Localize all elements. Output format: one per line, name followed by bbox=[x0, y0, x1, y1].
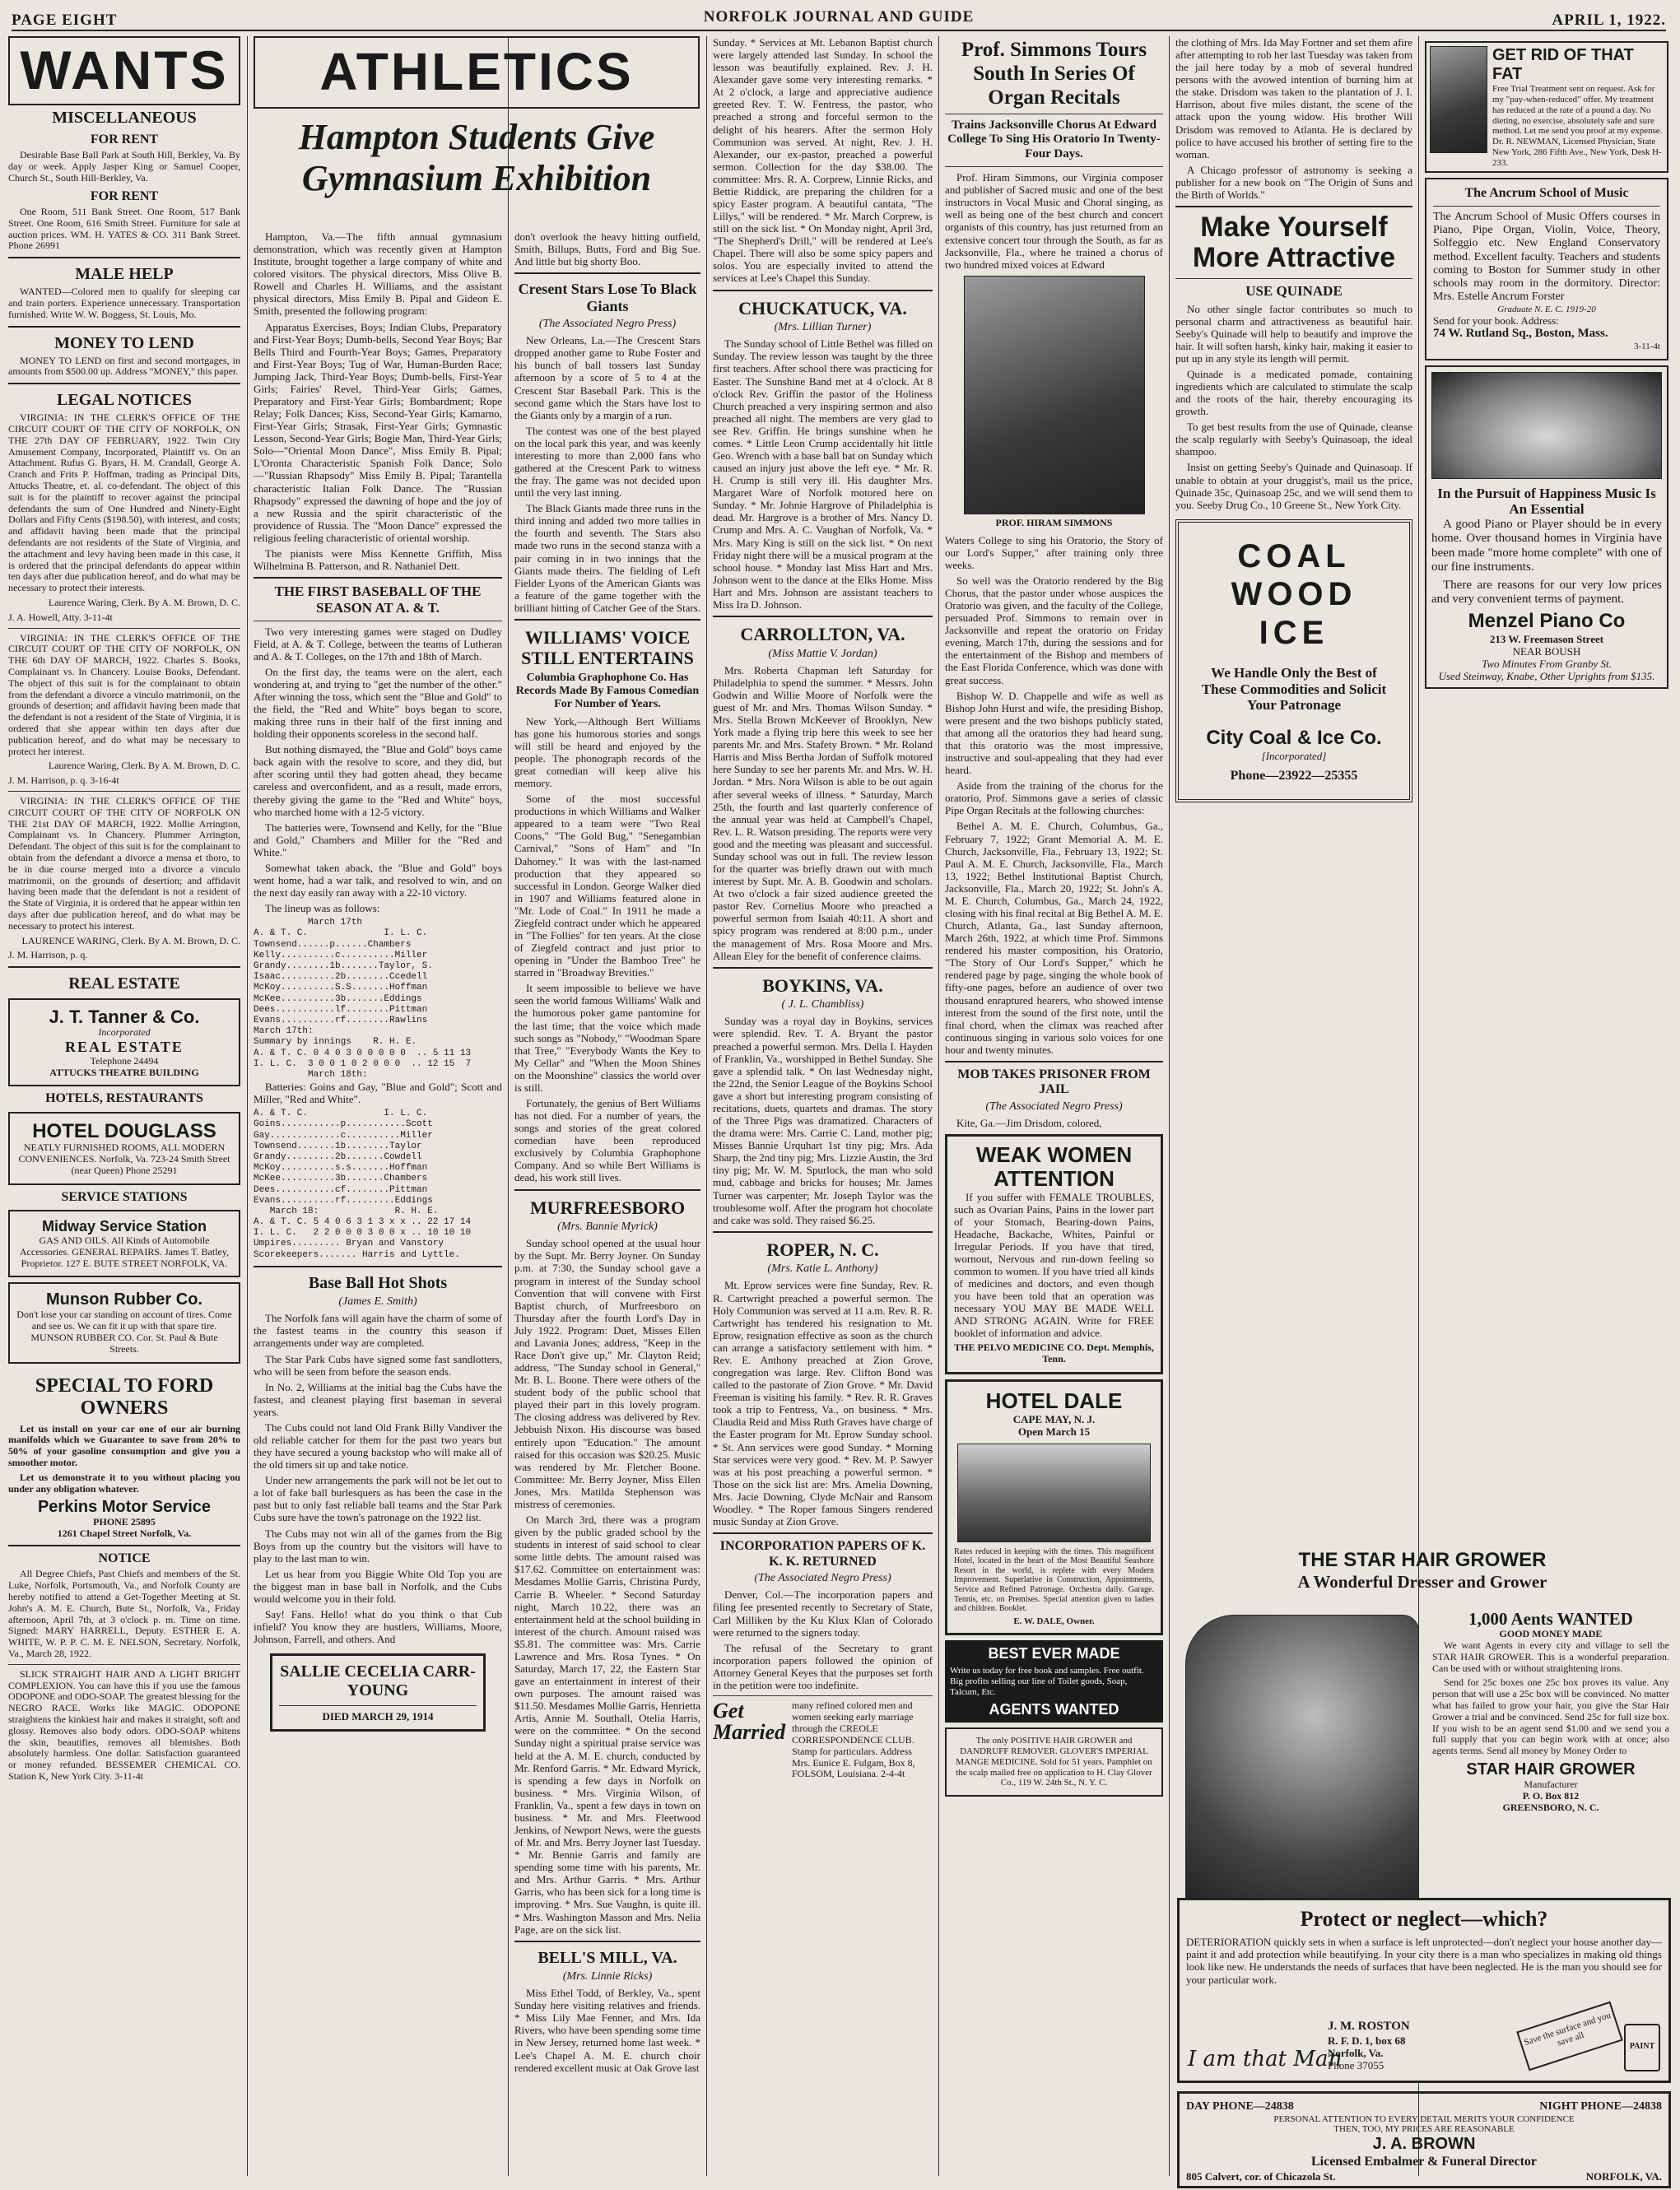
best-ever-text: Write us today for free book and samples. Free outfit. Big profits selling our line of Toilet goods, Soap, Talcum, Etc. bbox=[950, 1666, 1144, 1697]
crescent-p3: The Black Giants made three runs in the third inning and added two more tallies in the fourth and seventh. The Stars also made two runs in the second stanza with a pair coming in in two innings that the Giants made theirs. The fielding of Left Fielder Lyons of the American Giants was a feature of the game together with the brilliant hitting of Catcher Gee of the Stars. bbox=[514, 502, 700, 614]
divider bbox=[1433, 206, 1660, 207]
legal-notice-3: VIRGINIA: IN THE CLERK'S OFFICE OF THE CIRCUIT COURT OF THE CITY OF NORFOLK ON THE 21st DAY OF MARCH, 1922. Mollie Arrington, Complainant vs. In Chancery. Plummer Arrington, Defendant. The object of this suit is for the complainant to obtain from the defendant a divorce a mensa et thoro, to be in due course merged into a divorce a vinculo matrimonii, on the grounds of desertion; and affidavit having been made that the defendant is not a resident of the State of Virginia, it is ordered that he appear within ten days after due publication hereof, and do what may be necessary to protect his interest. bbox=[8, 794, 240, 932]
hot-shots-p2: The Star Park Cubs have signed some fast sandlotters, who will be seen from before the season ends. bbox=[254, 1352, 502, 1378]
hampton-p2: Apparatus Exercises, Boys; Indian Clubs, Preparatory and First-Year Boys; Dumb-bells, Second Year Boys; Bar Bells Third and Fourth-Year Boys; Games, Preparatory and First-Year Boys; Tug of War, Human-Burden Race; Jumping Jack, Third-Year Boys; Dumb-bells, First-Year Girls; Fairies' Revel, Third-Year Girls; Games, Preparatory and First-Year Girls; Bombardment; Rope Relay; Folk Dances; Kiss, Second-Year Girls; Kamarno, First-Year Girls; Strasak, First-Year Girls; Gymnastic Lesson, Second-Year Girls; Bogie Man, Third-Year Girls; Solo—"Oriental Moon Dance", Miss Emily B. Pipal; L'Oronta Characteristic Spanish Folk Dance; Solo—"Russian Rhapsody" Miss Emily B. Pipal; Tarantella characteristic Italian Folk Dance. The "Russian Rhapsody" expressed the dawning of hope and the joy of a new Russia and the spirit characteristic of the providence of Russia. The "Moon Dance" expressed the religious feeling characteristic of oriental worship. bbox=[254, 320, 502, 544]
kkk-p1: Denver, Col.—The incorporation papers and filing fee presented recently to Secretary of State, Carl Milliken by the Ku Klux Klan of Colorado were returned to the signers today. bbox=[713, 1588, 933, 1639]
athletics-column-left bbox=[254, 230, 502, 2189]
midway-text: GAS AND OILS. All Kinds of Automobile Accessories. GENERAL REPAIRS. James T. Batley, Proprietor. 127 E. BUTE STREET NORFOLK, VA. bbox=[19, 1234, 230, 1269]
glover-ad: The only POSITIVE HAIR GROWER and DANDRUFF REMOVER. GLOVER'S IMPERIAL MANGE MEDICINE. Sold for 51 years. Pamphlet on the scalp mailed free on application to H. Clay Glover Co., 119 W. 24th St., N. Y. C. bbox=[945, 1727, 1163, 1797]
midway-name: Midway Service Station bbox=[41, 1218, 207, 1235]
masthead bbox=[12, 3, 1666, 31]
legal-notice-3-signature: LAURENCE WARING, Clerk. By A. M. Brown, D. C. bbox=[21, 934, 240, 946]
lineup-march-18: A. & T. C. I. L. C. Goins...........p...........Scott Gay.............c..........Miller Townsend.......1b........Taylor Grandy.........2b.......Cowdell McKoy..........s.s.......Hoffman McKee..........3b.......Chambers Dees...........cf........Pittman Evans..........rf.........Eddings March 18: R. H. E. A. & T. C. 5 4 0 6 3 1 3 x x .. 22 17 14 I. L. C. 2 2 0 0 0 3 0 0 x .. 10 10 10 Umpires......... Bryan and Vanstory Scorekeepers....... Harris and Lyttle. bbox=[254, 1109, 472, 1260]
brown-name: J. A. BROWN bbox=[1372, 2135, 1476, 2154]
protect-phone: Phone 37055 bbox=[1328, 2059, 1384, 2072]
athletics-banner: ATHLETICS bbox=[319, 42, 634, 101]
quinade-heading: Make Yourself More Attractive bbox=[1192, 212, 1396, 274]
column-six bbox=[1175, 36, 1412, 1534]
brown-title: Licensed Embalmer & Funeral Director bbox=[1310, 2155, 1538, 2169]
money-heading: MONEY TO LEND bbox=[54, 333, 194, 352]
coal-company: City Coal & Ice Co. bbox=[1206, 727, 1382, 750]
coal-word: COAL bbox=[1237, 537, 1351, 574]
happiness-heading: In the Pursuit of Happiness Music Is An Essential bbox=[1437, 485, 1656, 518]
quinade-p4: Insist on getting Seeby's Quinade and Quinasoap. If unable to obtain at your druggist's, mail us the price, Quinade 35c, Quinasoap 25c, and we will send them to you. Seeby Drug Co., 10 Greene St., New York City. bbox=[1175, 461, 1412, 511]
divider bbox=[8, 383, 240, 384]
carrollton-byline: (Miss Mattie V. Jordan) bbox=[768, 647, 877, 660]
tanner-name: J. T. Tanner & Co. bbox=[49, 1007, 200, 1028]
williams-heading: WILLIAMS' VOICE STILL ENTERTAINS bbox=[521, 626, 694, 669]
star-hair-manufacturer: Manufacturer bbox=[1524, 1778, 1578, 1790]
simmons-subhead: Trains Jacksonville Chorus At Edward College To Sing His Oratorio In Twenty-Four Days. bbox=[947, 119, 1161, 160]
ford-text: Let us install on your car one of our air burning manifolds which we Guarantee to save from 20% to 50% of your gasoline consumption and give you a smoother motor. bbox=[8, 1422, 240, 1469]
williams-p2: Some of the most successful productions in which Williams and Walker appeared to a team were "Two Real Coons," "The Gold Bug," "Senegambian Carnival," "Sons of Ham" and "In Dahomey." It was with the last-named production that they appeared so successful in London. George Walker died in 1907 and Williams featured alone in "Mr. Lode of Coal." In 1911 he made a Ziegfeld contract under which he appeared in "The Follies" for ten years. At the close of Ziegfeld contract and just prior to opening in "Under the Bamboo Tree" he starred in "Broadway Brevities." bbox=[514, 793, 700, 979]
menzel-name: Menzel Piano Co bbox=[1468, 610, 1626, 633]
roper-byline: (Mrs. Katie L. Anthony) bbox=[767, 1262, 878, 1276]
divider bbox=[514, 619, 700, 621]
quinade-p1: No other single factor contributes so much to personal charm and attractiveness as beautiful hair. Seeby's Quinade will help to beautify and improve the hair. It will soften harsh, kinky hair, making it easier to put up in any style its length will permit. bbox=[1175, 302, 1412, 365]
boykins-heading: BOYKINS, VA. bbox=[762, 974, 883, 996]
simmons-p6: Bethel A. M. E. Church, Columbus, Ga., February 7, 1922; Grant Memorial A. M. E. Church, Jacksonville, Fla., February 13, 1922; St. Paul A. M. E. Church, Jacksonville, Fla., March 13, 1922; Bethel Institutional Baptist Church, Jacksonville, Fla., March 20, 1922; St. John's A. M. E. Church, Columbus, Ga., March 24, 1922, closing with his final recital at Big Bethel A. M. E. Church, Atlanta, Ga., last Sunday afternoon, March 26th, 1922, at which time Prof. Simmons rendered his master composition, his Oratorio, "The Story of Our Lord's Supper," which he rendered page by page, singing the whole book of fifty-one pages, before an audience of over two thousand enraptured hearers, who showed intense interest from the sound of the first note, until the final chord, when the climax was reached after continuous singing in various solo voices for one hour and twenty minutes. bbox=[945, 820, 1163, 1056]
quinade-use: USE QUINADE bbox=[1245, 282, 1343, 299]
hot-shots-p8: Say! Fans. Hello! what do you think o that Cub infield? You know they are hustlers, Williams, Moore, Johnson, Farrell, and others. And bbox=[254, 1608, 502, 1646]
wants-column bbox=[8, 36, 240, 2184]
hotel-dale-location: CAPE MAY, N. J. bbox=[1012, 1413, 1096, 1426]
simmons-p5: Aside from the training of the chorus for the oratorio, Prof. Simmons gave a series of classic Pipe Organ Recitals at the following churches: bbox=[945, 779, 1163, 817]
memorial-date: DIED MARCH 29, 1914 bbox=[322, 1709, 434, 1723]
rent-ad-2: One Room, 511 Bank Street. One Room, 517 Bank Street. One Room, 616 Smith Street. Furniture for sale at auction prices. WM. H. YATES & CO. 311 Bank Street. Phone 26991 bbox=[8, 206, 240, 252]
ancrum-ad bbox=[1425, 178, 1668, 360]
divider bbox=[514, 1189, 700, 1191]
divider bbox=[254, 1266, 502, 1267]
perkins-address: 1261 Chapel Street Norfolk, Va. bbox=[57, 1527, 192, 1540]
protect-city: Norfolk, Va. bbox=[1328, 2047, 1384, 2060]
ford-text-2: Let us demonstrate it to you without placing you under any obligation whatever. bbox=[8, 1471, 240, 1495]
ancrum-text: The Ancrum School of Music Offers courses in Piano, Pipe Organ, Violin, Voice, Theory, Solfeggio etc. New England Conservatory method. Excellent faculty. Teachers and students coming to Boston for Summer study in other schools may room in the dormitory. Director: Mrs. Estelle Ancrum Forster bbox=[1433, 210, 1660, 304]
column-rule bbox=[1169, 36, 1170, 2176]
star-hair-subhead: A Wonderful Dresser and Grower bbox=[1297, 1572, 1547, 1593]
best-ever-heading: BEST EVER MADE bbox=[988, 1645, 1120, 1662]
fat-figure bbox=[1430, 46, 1487, 153]
legal-notice-1: VIRGINIA: IN THE CLERK'S OFFICE OF THE CIRCUIT COURT OF THE CITY OF NORFOLK, ON THE 27th DAY OF FEBRUARY, 1922. Twin City Amusement Company, Incorporated, Plaintiff vs. On an Attachment. Rufus G. Byars, H. M. Crandall, George A. Cranch and Frits P. Hoffman, trading as Principal Dits, Attucks Theatre, et. al. co-defendant. The object of this suit is for the plaintiff to recover against the principal defendants the sum of One Hundred and Ninety-Eight Dollars and Fifty Cents ($198.50), with interest, and costs; and affidavit having been made that the principal defendants are not residents of the State of Virginia, and the attachment and levy having been made in this case, it is ordered that the principal defendants do appear within ten days after due publication hereof, and do what may be necessary to protect their interests. bbox=[8, 411, 240, 594]
legal-notice-3-tail: J. M. Harrison, p. q. bbox=[8, 949, 88, 961]
agents-text-2: Send for 25c boxes one 25c box proves its value. Any person that will use a 25c box will be convinced. No matter what has failed to grow your hair, you give the Star Hair Grower a trial and be convinced. Send 25c for full size box. If you wish to be an agent send $1.00 and we send you a full supply that you can begin work with at once; also agents terms. Send all money by Money Order to bbox=[1432, 1676, 1669, 1757]
bells-mill-byline: (Mrs. Linnie Ricks) bbox=[562, 1969, 653, 1983]
divider bbox=[713, 616, 933, 617]
simmons-portrait bbox=[964, 276, 1145, 514]
boykins-byline: ( J. L. Chambliss) bbox=[781, 998, 864, 1011]
quinade-p3: To get best results from the use of Quinade, cleanse the scalp regularly with Seeby's Quinasoap, the ideal shampoo. bbox=[1175, 421, 1412, 458]
divider bbox=[713, 1231, 933, 1233]
simmons-p2: Waters College to sing his Oratorio, the Story of our Lord's Supper," after training only three weeks. bbox=[945, 533, 1163, 571]
divider bbox=[945, 1061, 1163, 1062]
hotel-dale-ad bbox=[945, 1379, 1163, 1635]
divider bbox=[713, 1695, 933, 1696]
ancrum-address: 74 W. Rutland Sq., Boston, Mass. bbox=[1433, 327, 1608, 341]
happiness-p2: There are reasons for our very low prices and very convenient terms of payment. bbox=[1431, 578, 1662, 606]
brown-line-1: PERSONAL ATTENTION TO EVERY DETAIL MERITS YOUR CONFIDENCE bbox=[1273, 2113, 1575, 2124]
baseball-p6: The lineup was as follows: bbox=[265, 902, 380, 915]
male-help-ad: WANTED—Colored men to qualify for sleeping car and train porters. Experience unnecessary. Transportation furnished. Write W. W. Boggess, St. Louis, Mo. bbox=[8, 286, 240, 320]
hotel-dale-open: Open March 15 bbox=[1017, 1425, 1091, 1439]
middle-column bbox=[514, 230, 700, 2189]
simmons-p1: Prof. Hiram Simmons, our Virginia composer and publisher of Sacred music and one of the best instructors in Vocal Music and Choral singing, as well as being one of the best church and concert organists of this country, has just returned from an extensive concert tour through the South, as far as Jacksonville, Fla., where he trained a chorus of two hundred mixed voices at Edward bbox=[945, 171, 1163, 271]
divider bbox=[254, 577, 502, 579]
divider bbox=[279, 1705, 477, 1706]
agents-subhead: GOOD MONEY MADE bbox=[1499, 1628, 1603, 1640]
agents-text-1: We want Agents in every city and village to sell the STAR HAIR GROWER. This is a wonderful preparation. Can be used with or without straightening irons. bbox=[1432, 1639, 1669, 1674]
crescent-p2: The contest was one of the best played on the local park this year, and was keenly interesting to more than 2,000 fans who gathered at the Crescent Park to witness the fray. The game was not decided upon until the very last inning. bbox=[514, 424, 700, 500]
hotel-dale-name: HOTEL DALE bbox=[985, 1388, 1123, 1414]
paper-title: NORFOLK JOURNAL AND GUIDE bbox=[703, 8, 975, 26]
fat-text: Free Trial Treatment sent on request. Ask for my "pay-when-reduced" offer. My treatment has reduced at the rate of a pound a day. No dieting, no exercise, absolutely safe and sure method. Let me send you proof at my expense. Dr. R. NEWMAN, Licensed Physician, State New York, 286 Fifth Ave., New York, Desk H-233. bbox=[1492, 84, 1663, 168]
save-surface-banner: Save the surface and you save all bbox=[1516, 2002, 1623, 2071]
williams-subhead: Columbia Graphophone Co. Has Records Made By Famous Comedian For Number of Years. bbox=[515, 671, 700, 711]
midway-ad bbox=[8, 1210, 240, 1277]
weak-women-ad bbox=[945, 1134, 1163, 1374]
baseball-p4: The batteries were, Townsend and Kelly, for the "Blue and Gold," Chambers and Miller for the "Red and White." bbox=[254, 821, 502, 858]
piano-picture bbox=[1431, 372, 1662, 479]
mob-continued: the clothing of Mrs. Ida May Fortner and set them afire after attempting to rob her last Tuesday was taken from the jail here today by a mob of several hundred persons with the avowed intention of burning him at the stake. Drisdom was taken to the plantation of J. I. Harrison, about five miles distant, the scene of the attack upon the young widow. His brother Will Drisdom was removed to Atlanta. He is declared by police to have accused his brother of setting fire to the woman. bbox=[1175, 36, 1412, 160]
menzel-used: Used Steinway, Knabe, Other Uprights from $135. bbox=[1438, 670, 1655, 683]
rent-ad-1: Desirable Base Ball Park at South Hill, Berkley, Va. By day or week. Apply Jasper King or Samuel Cooper, Church St., South Hill-Berkley, Va. bbox=[8, 149, 240, 184]
williams-p4: Fortunately, the genius of Bert Williams has not died. For a number of years, the songs and stories of the great colored comedian have been reproduced exclusively by Columbia Graphophone Company. And so while Bert Williams is dead, his work still lives. bbox=[514, 1097, 700, 1184]
tanner-telephone: Telephone 24494 bbox=[90, 1054, 159, 1067]
legal-notice-2-signature: Laurence Waring, Clerk. By A. M. Brown, D. C. bbox=[48, 760, 240, 772]
baseball-batteries: Batteries: Goins and Gay, "Blue and Gold"; Scott and Miller, "Red and White". bbox=[254, 1081, 502, 1106]
athletics-header bbox=[254, 36, 700, 226]
astronomy-item: A Chicago professor of astronomy is seeking a publisher for a new book on "The Origin of Suns and the Birth of Worlds." bbox=[1175, 163, 1412, 201]
simmons-p4: Bishop W. D. Chappelle and wife as well as Bishop John Hurst and wife, the presiding Bishop, were present and the two bishops publicly stated, that among all the oratorios they had heard sung, that this oratorio was the most impressive, instructive and soul-appealing that they had ever heard. bbox=[945, 689, 1163, 777]
divider bbox=[8, 966, 240, 968]
divider bbox=[514, 1941, 700, 1942]
column-rule bbox=[938, 36, 939, 2176]
hot-shots-p3: In No. 2, Williams at the initial bag the Cubs have the fastest, and cleanest playing first baseman in several years. bbox=[254, 1380, 502, 1418]
quinade-p2: Quinade is a medicated pomade, containing ingredients which are calculated to stimulate the scalp and the roots of the hair, thereby encouraging its growth. bbox=[1175, 367, 1412, 418]
divider bbox=[8, 791, 240, 792]
wants-header bbox=[8, 36, 240, 105]
divider bbox=[8, 628, 240, 629]
issue-date: APRIL 1, 1922. bbox=[1552, 12, 1666, 29]
hot-shots-continued: don't overlook the heavy hitting outfield, Smith, Billups, Butts, Ford and Big Sue. And little but big shorty Boo. bbox=[514, 230, 700, 268]
tanner-ad bbox=[8, 998, 240, 1086]
hot-shots-byline: (James E. Smith) bbox=[338, 1295, 417, 1309]
hotels-heading: HOTELS, RESTAURANTS bbox=[45, 1091, 203, 1106]
ancrum-graduate: Graduate N. E. C. 1919-20 bbox=[1497, 304, 1596, 314]
baseball-p3: But nothing dismayed, the "Blue and Gold" boys came back again with the resolve to score, and they did, but after scoring until they had gotten ahead, they became careless and overconfident, and as a result, made errors, thereby giving the game to the "Red and White" boys, who marched home with a 12-5 victory. bbox=[254, 743, 502, 818]
baseball-p2: On the first day, the teams were on the alert, each wondering at, and trying to "get the number of the other." After winning the toss, which sent the "Blue and Gold" to the field, the "Red and White" boys began to score, making three runs in their half of the first inning and holding their opponents scoreless in the second half. bbox=[254, 665, 502, 741]
hotel-dale-text: Rates reduced in keeping with the times. This magnificent Hotel, located in the heart of the Most Beautiful Seashore Resort in the world, is replete with every Modern Improvement. Superlative in Construction, Appointments, Service and Refined Patronage. Orchestra daily. Garage. Tennis, etc. on Premises. Special attention given to ladies and children. Booklet. bbox=[954, 1546, 1154, 1614]
menzel-address: 213 W. Freemason Street bbox=[1489, 633, 1604, 646]
service-heading: SERVICE STATIONS bbox=[61, 1189, 188, 1204]
murfreesboro-byline: (Mrs. Bannie Myrick) bbox=[557, 1221, 658, 1234]
chuckatuck-heading: CHUCKATUCK, VA. bbox=[738, 297, 907, 319]
odopone-ad: SLICK STRAIGHT HAIR AND A LIGHT BRIGHT COMPLEXION. You can have this if you use the famous ODOPONE and ODO-SOAP. The greatest blessing for the NEGRO RACE. Works like MAGIC. ODOPONE straightens the kinkiest hair and makes it straight, soft and glossy. Removes also body odors. ODO-SOAP whitens the skin, beautifies, removes all blemishes. Both absolutely harmless. One dollar. Satisfaction guaranteed or money refunded. BESSEMER CHEMICAL CO. Station K, New York City. 3-11-4t bbox=[8, 1667, 240, 1782]
divider bbox=[713, 1532, 933, 1534]
for-rent-heading: FOR RENT bbox=[90, 132, 159, 146]
agents-heading: 1,000 Aents WANTED bbox=[1468, 1609, 1633, 1629]
hot-shots-p6: The Cubs may not win all of the games from the Big Boys from up the country but the visitors will have to play to the last man to win. bbox=[254, 1527, 502, 1565]
ancrum-heading: The Ancrum School of Music bbox=[1464, 186, 1629, 201]
legal-notice-2-tail: J. M. Harrison, p. q. 3-16-4t bbox=[8, 774, 119, 787]
murfreesboro-p1: Sunday school opened at the usual hour by the Supt. Mr. Berry Joyner. On Sunday p.m. at 7:30, the Sunday school gave a program in interest of the Sunday school Convention that will convene with First Baptist church, of Murfreesboro on Thursday after the fourth Lord's Day in July 1922. Program: Duet, Misses Ellen and Lavania Jones; address, "Keep in the Race Don't give up," Mr. Clayton Reid; address, "The Sunday school in General," Mr. B. L. Boone. There were others of the student body of the public school that played their part in this lovely program. The closing address was delivered by Rev. Jebbuish Nixon. His discourse was based entirely upon "Education." The amount raised for this occasion was $20.25. Music was rendered by Mr. Fletcher Boone. Committee: Mr. Berry Joyner, Miss Ellen Jones, Mrs. Matilda Stephenson was mistress of ceremonies. bbox=[514, 1237, 700, 1510]
divider bbox=[8, 1664, 240, 1665]
weak-women-heading: WEAK WOMEN ATTENTION bbox=[975, 1142, 1133, 1191]
menzel-near: NEAR BOUSH bbox=[1512, 645, 1581, 658]
divider bbox=[713, 967, 933, 969]
fat-heading: GET RID OF THAT FAT bbox=[1492, 46, 1634, 84]
hampton-p3: The pianists were Miss Kennette Griffith, Miss Wilhelmina B. Patterson, and R. Nathaniel Dett. bbox=[254, 546, 502, 573]
male-help-heading: MALE HELP bbox=[75, 265, 174, 284]
protect-name: J. M. ROSTON bbox=[1328, 2020, 1410, 2033]
hot-shots-p5: Under new arrangements the park will not be let out to a lot of fake ball burlesquers as has been the case in the past but to only fast reliable ball teams and the Star Park Cubs sure have the town's patronage on the 1922 list. bbox=[254, 1474, 502, 1524]
chuckatuck-p1: The Sunday school of Little Bethel was filled on Sunday. The review lesson was taught by the three first teachers. After school there was practicing for Easter. The Sunshine Band met at 4 o'clock. At 8 o'clock Rev. Griffin the pastor of the Holiness Church preached a very inspiring sermon and also preached all night. The members are very glad to see Rev. Griffin. He brings sunshine when he comes. * Little Leon Crump accidentally hit little Geo. Wrench with a base ball bat on Sunday which caused an injury just above the left eye. * Mr. R. H. Crump is still very ill. His daughter Mrs. Margaret Ware of Norfolk motored here on Sunday. * Mr. Johnie Hargrove of Philadelphia is dead. Mr. Hargrove is a brother of Mrs. Nancy D. Crump and Mrs. A. C. Vaughan of Norfolk, Va. * Mrs. Mary King is still on the sick list. * On next Friday night there will be a musical program at the school house. * Monday last Miss Hart and Mrs. Johnson went to the dance at the Elks Home. Miss Hart and Mrs. Johnson are assistant teachers to Miss Ira D. Johnson. bbox=[713, 337, 933, 611]
simmons-caption: PROF. HIRAM SIMMONS bbox=[995, 516, 1113, 528]
hot-shots-p1: The Norfolk fans will again have the charm of some of the fastest teams in the country this season if arrangements under way are completed. bbox=[254, 1312, 502, 1350]
douglass-name: HOTEL DOUGLASS bbox=[32, 1119, 216, 1142]
divider bbox=[8, 1545, 240, 1546]
ford-heading: SPECIAL TO FORD OWNERS bbox=[35, 1374, 214, 1420]
bells-mill-p1: Miss Ethel Todd, of Berkley, Va., spent Sunday here visiting relatives and friends. * Miss Lily Mae Fenner, and Mrs. Ida Rivers, who have been spending some time in New Jersey, returned home last week. * Lee's Chapel A. M. E. church choir rendered excellent music at Oak Grove last bbox=[514, 1987, 700, 2074]
coal-incorporated: [Incorporated] bbox=[1261, 749, 1327, 762]
mob-byline: (The Associated Negro Press) bbox=[985, 1100, 1123, 1113]
williams-p3: It seem impossible to believe we have seen the world famous Williams' Walk and the humorous poker game pantomine for the last time; that the voice which made such songs as "Nobody," "Woodman Spare that Tree," "Everybody Wants the Key to My Cellar" and "When the Moon Shines on the Moonshine" classics the world over is still. bbox=[514, 982, 700, 1094]
hampton-headline: Hampton Students Give Gymnasium Exhibition bbox=[298, 116, 655, 199]
wants-title: WANTS bbox=[20, 40, 229, 100]
lineup-march-17: March 17th A. & T. C. I. L. C. Townsend......p......Chambers Kelly..........c..........Miller Grandy........1b.......Taylor, S. Isaac..........2b........Ccedell McKoy..........S.S.......Hoffman McKee..........3b.......Eddings Dees...........lf........Pittman Evans..........rf........Rawlins March 17th: Summary by innings R. H. E. A. & T. C. 0 4 0 3 0 0 0 0 0 .. 5 11 13 I. L. C. 3 0 0 1 0 2 0 0 0 .. 12 15 7 March 18th: bbox=[254, 918, 472, 1080]
coal-text: We Handle Only the Best of These Commodities and Solicit Your Patronage bbox=[1201, 664, 1387, 714]
star-hair-name: STAR HAIR GROWER bbox=[1466, 1760, 1636, 1779]
protect-text: DETERIORATION quickly sets in when a surface is left unprotected—don't neglect your house another day—paint it and add protection while beautifying. In your city there is a man who specializes in making old things look like new. He understands the needs of surfaces that have been neglected. He is the man you should see for your particular work. bbox=[1186, 1935, 1662, 1986]
baseball-p1: Two very interesting games were staged on Dudley Field, at A. & T. College, between the teams of Lutheran and A. & T. Colleges, on the 17th and 18th of March. bbox=[254, 625, 502, 663]
athletics-banner-box bbox=[254, 36, 700, 109]
paint-can-icon: PAINT bbox=[1624, 2024, 1660, 2071]
legal-notice-1-signature: Laurence Waring, Clerk. By A. M. Brown, D. C. bbox=[48, 596, 240, 608]
brown-line-2: THEN, TOO, MY PRICES ARE REASONABLE bbox=[1333, 2124, 1515, 2135]
munson-name: Munson Rubber Co. bbox=[46, 1290, 202, 1309]
legal-notice-2: VIRGINIA: IN THE CLERK'S OFFICE OF THE CIRCUIT COURT OF THE CITY OF NORFOLK, ON THE 6th DAY OF MARCH, 1922. Charles S. Books, Complainant vs. In Chancery. Louise Books, Defendant. The object of this suit is for the complainant to obtain from the defendant a divorce a vinculo matrimonii, on the grounds of desertion; and affidavit having been made that the defendant is not a resident of the State of Virginia, it is ordered that she appear within ten days after due publication hereof, and do what may be necessary to protect her interest. bbox=[8, 631, 240, 757]
divider bbox=[514, 272, 700, 274]
column-rule bbox=[247, 36, 248, 2176]
divider bbox=[8, 257, 240, 258]
hot-shots-heading: Base Ball Hot Shots bbox=[308, 1273, 448, 1292]
weak-women-footer: THE PELVO MEDICINE CO. Dept. Memphis, Tenn. bbox=[954, 1341, 1154, 1365]
for-rent-heading-2: FOR RENT bbox=[90, 188, 159, 203]
bells-mill-heading: BELL'S MILL, VA. bbox=[538, 1948, 677, 1967]
baseball-heading: THE FIRST BASEBALL OF THE SEASON AT A. & T. bbox=[274, 584, 482, 616]
memorial-box bbox=[270, 1653, 486, 1731]
coal-ad bbox=[1175, 519, 1412, 802]
simmons-heading: Prof. Simmons Tours South In Series Of Organ Recitals bbox=[961, 39, 1147, 109]
menzel-ad bbox=[1425, 365, 1668, 690]
protect-address: R. F. D. 1, box 68 bbox=[1328, 2034, 1406, 2047]
perkins-name: Perkins Motor Service bbox=[37, 1498, 212, 1517]
tanner-incorporated: Incorporated bbox=[98, 1026, 151, 1039]
star-hair-city: GREENSBORO, N. C. bbox=[1502, 1801, 1599, 1813]
hampton-p1: Hampton, Va.—The fifth annual gymnasium demonstration, which was recently given at Hampton Institute, brought together a large company of white and colored visitors. The physical directors, Miss Olive B. Rowell and Charles H. Williams, and the assistant physical directors, Miss Emily B. Pipal and Gideon E. Smith, presented the following program: bbox=[254, 230, 502, 318]
roper-heading: ROPER, N. C. bbox=[766, 1239, 879, 1260]
column-five bbox=[945, 36, 1163, 2184]
divider bbox=[713, 290, 933, 291]
divider bbox=[945, 166, 1163, 167]
tanner-real-estate: REAL ESTATE bbox=[65, 1039, 184, 1056]
mob-heading: MOB TAKES PRISONER FROM JAIL bbox=[957, 1067, 1151, 1097]
column-rule bbox=[706, 36, 707, 2176]
brown-day-phone: DAY PHONE—24838 bbox=[1186, 2100, 1294, 2113]
protect-ad bbox=[1177, 1898, 1671, 2083]
married-text: many refined colored men and women seeking early marriage through the CREOLE CORRESPONDENCE CLUB. Stamp for particulars. Address Mrs. Eunice E. Fulgam, Box 8, FOLSOM, Louisiana. 2-4-4t bbox=[792, 1699, 915, 1780]
ice-word: ICE bbox=[1259, 614, 1329, 651]
ancrum-code: 3-11-4t bbox=[1634, 341, 1660, 351]
murfreesboro-heading: MURFREESBORO bbox=[529, 1197, 686, 1218]
kkk-byline: (The Associated Negro Press) bbox=[754, 1572, 891, 1585]
legal-heading: LEGAL NOTICES bbox=[57, 391, 192, 410]
williams-p1: New York,—Although Bert Williams has gone his humorous stories and songs will still be heard and enjoyed by the people. The phonograph records of the great comedian will keep alive his memory. bbox=[514, 714, 700, 790]
kkk-heading: INCORPORATION PAPERS OF K. K. K. RETURNED bbox=[719, 1539, 926, 1569]
boykins-p1: Sunday was a royal day in Boykins, services were splendid. Rev. T. A. Bryant the pastor preached a powerful sermon. Mrs. Della I. Hayden of Franklin, Va., worshipped in Bethel Sunday. She gave a splendid talk. * On last Wednesday night, the 22nd, the Senior League of the Boykins School gave a short but interesting program consisting of recitations, duets, quartets and dramas. The story of the Three Pigs was dramatized. Characters of the drama were: Mrs. Carrie C. Land, mother pig; Misses Bannie Urquhart 1st tiny pig; Mrs. Ada Sharp, the 2nd tiny pig; Mrs. Lizzie Austin, the 3rd tiny pig; Mr. W. M. Spurlock, the man who sold mud, cabbage and bricks for houses; Mr. James Turner was carpenter; Mr. Joseph Taylor was the troublesome wolf. After the program hot chocolate and cake was sold. They raised $6.25. bbox=[713, 1015, 933, 1226]
perkins-phone: PHONE 25895 bbox=[93, 1516, 156, 1528]
carrollton-heading: CARROLLTON, VA. bbox=[740, 624, 905, 645]
carrollton-p1: Mrs. Roberta Chapman left Saturday for Philadelphia to spend the summer. * Messrs. John Godwin and Willie Moore of Norfolk were the guest of Mr. and Mrs. Thomas Wilson Sunday. * Mrs. Stella Brown McKeever of Brooklyn, New York made a flying trip here this week to see her parents Mr. and Mrs. Stafety Brown. * Mr. Roland Harris and Miss Bertha Jordan of Suffolk motored here Sunday to see her parents Mr. and Mrs. W. H. Jordan. * Mrs. Nora Wilson is able to be out again after several weeks of illness. * Saturday, March 25th, the fourth and last quarterly conference of the annual year was held at Campbell's Chapel, Rev. L. R. Watson presiding. The reports were very good and the meeting was pleasant and successful. Sunday school was out in full. The review lesson for the quarter was briefly drawn out with much interest by Supt. Mr. A. B. Goodwin and scholars. At two o'clock a fair sized audience greeted the pastor Rev. Cornelius Moore who preached a powerful sermon from Isaiah 40:11. A short and spicy program was rendered at 8:00 p.m., under the management of Mrs. Rosa Moore and Mrs. Allean Eley for the benefit of conference claims. bbox=[713, 663, 933, 962]
wood-word: WOOD bbox=[1231, 576, 1357, 613]
best-ever-ad bbox=[945, 1640, 1163, 1723]
menzel-distance: Two Minutes From Granby St. bbox=[1482, 658, 1612, 671]
fat-ad bbox=[1425, 41, 1668, 173]
page-number: PAGE EIGHT bbox=[12, 12, 118, 29]
munson-ad bbox=[8, 1282, 240, 1363]
agents-wanted: AGENTS WANTED bbox=[989, 1700, 1119, 1718]
divider bbox=[1175, 206, 1412, 207]
brown-city: NORFOLK, VA. bbox=[1585, 2169, 1662, 2183]
kkk-p2: The refusal of the Secretary to grant incorporation papers followed the opinion of Attorney General Keyes that the purposes set forth in the petition were too indefinite. bbox=[713, 1641, 933, 1691]
murfreesboro-p2: On March 3rd, there was a program given by the public graded school by the students in interest of said school to clear some little debts. The amount raised was $17.62. Committee on entertainment was: Mesdames Mollie Garris, Christina Purdy, Carrie B. Wheeler. * Second Saturday night, March 10.22, there was an entertainment held at the school building in interest of the church. Amount raised was $5.81. The committee was: Mrs. Carrie Lawrence and Mrs. Rosa Tynes. * On Saturday, March 17, 22, the Eastern Star gave an entertainment in interest of their own purposes. The amount raised was $11.50. Mesdames Mollie Garris, Henrietta Artis, Annie M. Southall, Otelia Harris, were on the committee. * On the second Sunday night a spiritual praise service was held at the A. M. E. church, conducted by Mr. Renford Garris. * Mr. Edward Myrick, is spending a few days in Norfolk on business. * Mrs. Virginia Wilson, of Franklin, Va., spent a few days in town on business. * Mr. and Mrs. Fleetwood Jenkins, of Newport News, were the guests of Mr. and Mrs. Berry Joyner last Tuesday. * Mr. Bennie Garris and family are spending some time with his parents, Mr. and Mrs. Arthur Garris. * Mrs. Arthur Garris, who has been sick for a long time is improving. * Mrs. Sue Vaughn, is quite ill. * Mrs. Washington Masson and Mrs. Nelia Page, are on the sick list. bbox=[514, 1513, 700, 1936]
notice-heading: NOTICE bbox=[98, 1551, 151, 1566]
brown-ad bbox=[1177, 2091, 1671, 2188]
baseball-p5: Somewhat taken aback, the "Blue and Gold" boys went home, had a war talk, and resolved to win, and on the next day easily ran away with a 22-10 victory. bbox=[254, 861, 502, 900]
married-word: Get Married bbox=[713, 1699, 786, 1744]
coal-phone: Phone—23922—25355 bbox=[1230, 769, 1358, 783]
tanner-address: ATTUCKS THEATRE BUILDING bbox=[49, 1066, 199, 1078]
star-hair-box: P. O. Box 812 bbox=[1522, 1789, 1580, 1802]
hotel-dale-owner: E. W. DALE, Owner. bbox=[1013, 1616, 1095, 1626]
column-rule bbox=[508, 36, 509, 2176]
star-hair-heading: THE STAR HAIR GROWER bbox=[1298, 1549, 1547, 1571]
bells-mill-continued: Sunday. * Services at Mt. Lebanon Baptist church were largely attended last Sunday. In school the lesson was beautifully explained. Rev. J. H. Alexander gave some very interesting remarks. * At 2 o'clock, a large and appreciative audience greeted Rev. T. W. Fentress, the pastor, who preached a strong and forceful sermon to the delight of his hearers. After the sermon Holy Communion was served. At night, Rev. J. H. Alexander, our ex-pastor, preached a powerful sermon. Collection for the day $38.00. The committee: Mrs. R. A. Corprew, Linnie Ricks, and Bettie Riddick, are preparing the children for a spicy Easter program. A beautiful cantata, "The Lillys," will be rendered. * Mr. March Corprew, is still on the sick list. * On Monday night, April 3rd, "The Shepherd's Drill," will be rendered at Lee's Chapel. There will also be some spicy papers and solos. You are especially invited to attend the services at Lee's Chapel this Sunday. bbox=[713, 36, 933, 285]
hot-shots-p4: The Cubs could not land Old Frank Billy Vandiver the old reliable catcher for them for the past two years but they have secured a young backstop who will make all of the old timers sit up and take notice. bbox=[254, 1420, 502, 1472]
brown-address: 805 Calvert, cor. of Chicazola St. bbox=[1186, 2169, 1336, 2183]
crescent-byline: (The Associated Negro Press) bbox=[538, 317, 677, 330]
protect-slogan: I am that Man bbox=[1188, 2047, 1343, 2071]
chuckatuck-byline: (Mrs. Lillian Turner) bbox=[774, 321, 872, 334]
hot-shots-p7: Let us hear from you Biggie White Old Top you are the biggest man in base ball in Norfolk, and the Cubs would welcome you in their fold. bbox=[254, 1567, 502, 1605]
munson-text: Don't lose your car standing on account of tires. Come and see us. We can fit it up with that spare tire. MUNSON RUBBER CO. Cor. St. Paul & Bute Streets. bbox=[16, 1309, 232, 1355]
notice-text: All Degree Chiefs, Past Chiefs and members of the St. Luke, Norfolk, Portsmouth, Va., and Norfolk County are hereby notified to attend a Get-Together Meeting at St. John's A. M. E. Church, Bute St., Norfolk, Va., Friday afternoon, April 7th, at 3 o'clock p. m. Time on time. Signed: MARY HARRELL, Deputy. ESTHER E. A. WHITE, W. P. P. C. M. E. NELSON, Secretary. Norfolk, Va., March 28, 1922. bbox=[8, 1568, 240, 1660]
divider bbox=[1175, 278, 1412, 279]
crescent-p1: New Orleans, La.—The Crescent Stars dropped another game to Rube Foster and his bunch of ball tossers last Sunday afternoon by a score of 5 to 4 at the Crescent Star Baseball Park. This is the second game which the Stars have lost to the Giants only by a margin of a run. bbox=[514, 334, 700, 421]
memorial-name: SALLIE CECELIA CARR-YOUNG bbox=[280, 1662, 476, 1700]
legal-notice-1-tail: J. A. Howell, Atty. 3-11-4t bbox=[8, 611, 113, 623]
simmons-p3: So well was the Oratorio rendered by the Big Chorus, that the pastor under whose auspices the Oratorio was given, and the faculty of the College, persuaded Prof. Simmons to remain over in Jacksonville and repeat the oratorio on Friday evening, March 17th, during the sessions and for the entertainment of the Bishop and members of the East Florida Conference, which was done with great success. bbox=[945, 574, 1163, 686]
roper-p1: Mt. Eprow services were fine Sunday, Rev. R. R. Cartwright preached a powerful sermon. The Holy Communion was served at 11 a.m. Rev. R. R. Cartwright has tendered his resignation to Mt. Eprow, resignation effective as soon as the church can arrange a satisfactory settlement with him. * Rev. E. Anthony preached at Zion Grove, congregation was large. Rev. Clifton Bond was called to the pastorate of Zion Grove. * Mr. David Freeman is visiting his family. * Rev. R. R. Graves took a trip to Fentress, Va., on business. * Mrs. Claudia Reid and Miss Ruth Graves have charge of the Easter program for Mt. Eprow Sunday school. * St. Ann services were good Sunday. * Morning Star services were very good. * Rev. M. P. Sawyer was at his post preaching a powerful sermon. * Those on the sick list are: Mrs. Amelia Downing, Mrs. Jacie Downing, Clyde McNair and Ransom Woodley. * The Roper famous Singers rendered music Sunday at Zion Grove. bbox=[713, 1279, 933, 1527]
protect-heading: Protect or neglect—which? bbox=[1300, 1907, 1548, 1931]
brown-night-phone: NIGHT PHONE—24838 bbox=[1539, 2100, 1662, 2113]
mob-p1: Kite, Ga.—Jim Drisdom, colored, bbox=[956, 1117, 1102, 1130]
hotel-dale-picture bbox=[957, 1444, 1151, 1542]
column-seven bbox=[1425, 36, 1668, 1600]
douglass-ad bbox=[8, 1112, 240, 1185]
divider bbox=[8, 326, 240, 328]
money-ad: MONEY TO LEND on first and second mortgages, in amounts from $500.00 up. Address "MONEY," this paper. bbox=[8, 354, 240, 378]
douglass-text: NEATLY FURNISHED ROOMS, ALL MODERN CONVENIENCES. Norfolk, Va. 723-24 Smith Street (near Queen) Phone 25291 bbox=[18, 1141, 230, 1177]
misc-heading: MISCELLANEOUS bbox=[52, 108, 197, 127]
column-four bbox=[713, 36, 933, 2184]
crescent-heading: Cresent Stars Lose To Black Giants bbox=[518, 281, 697, 315]
ancrum-send: Send for your book. Address: bbox=[1433, 314, 1559, 328]
married-ad bbox=[713, 1700, 933, 1780]
happiness-p1: A good Piano or Player should be in every home. Over thousand homes in Virginia have been made "more home complete" with one of our fine instruments. bbox=[1431, 517, 1662, 574]
real-estate-heading: REAL ESTATE bbox=[68, 974, 180, 993]
weak-women-text: If you suffer with FEMALE TROUBLES, such as Ovarian Pains, Pains in the lower part of your Stomach, Bearing-down Pains, Headache, Backache, Whites, Painful or Irregular Periods. If you have that tired, wornout, Nervous and run-down feeling so common to women. If you have tried all kinds of medicines and doctors, and even though you have been told that an operation was necessary YOU MAY BE MADE WELL AND STRONG AGAIN. Write for FREE booklet of information and advice. bbox=[954, 1190, 1154, 1340]
